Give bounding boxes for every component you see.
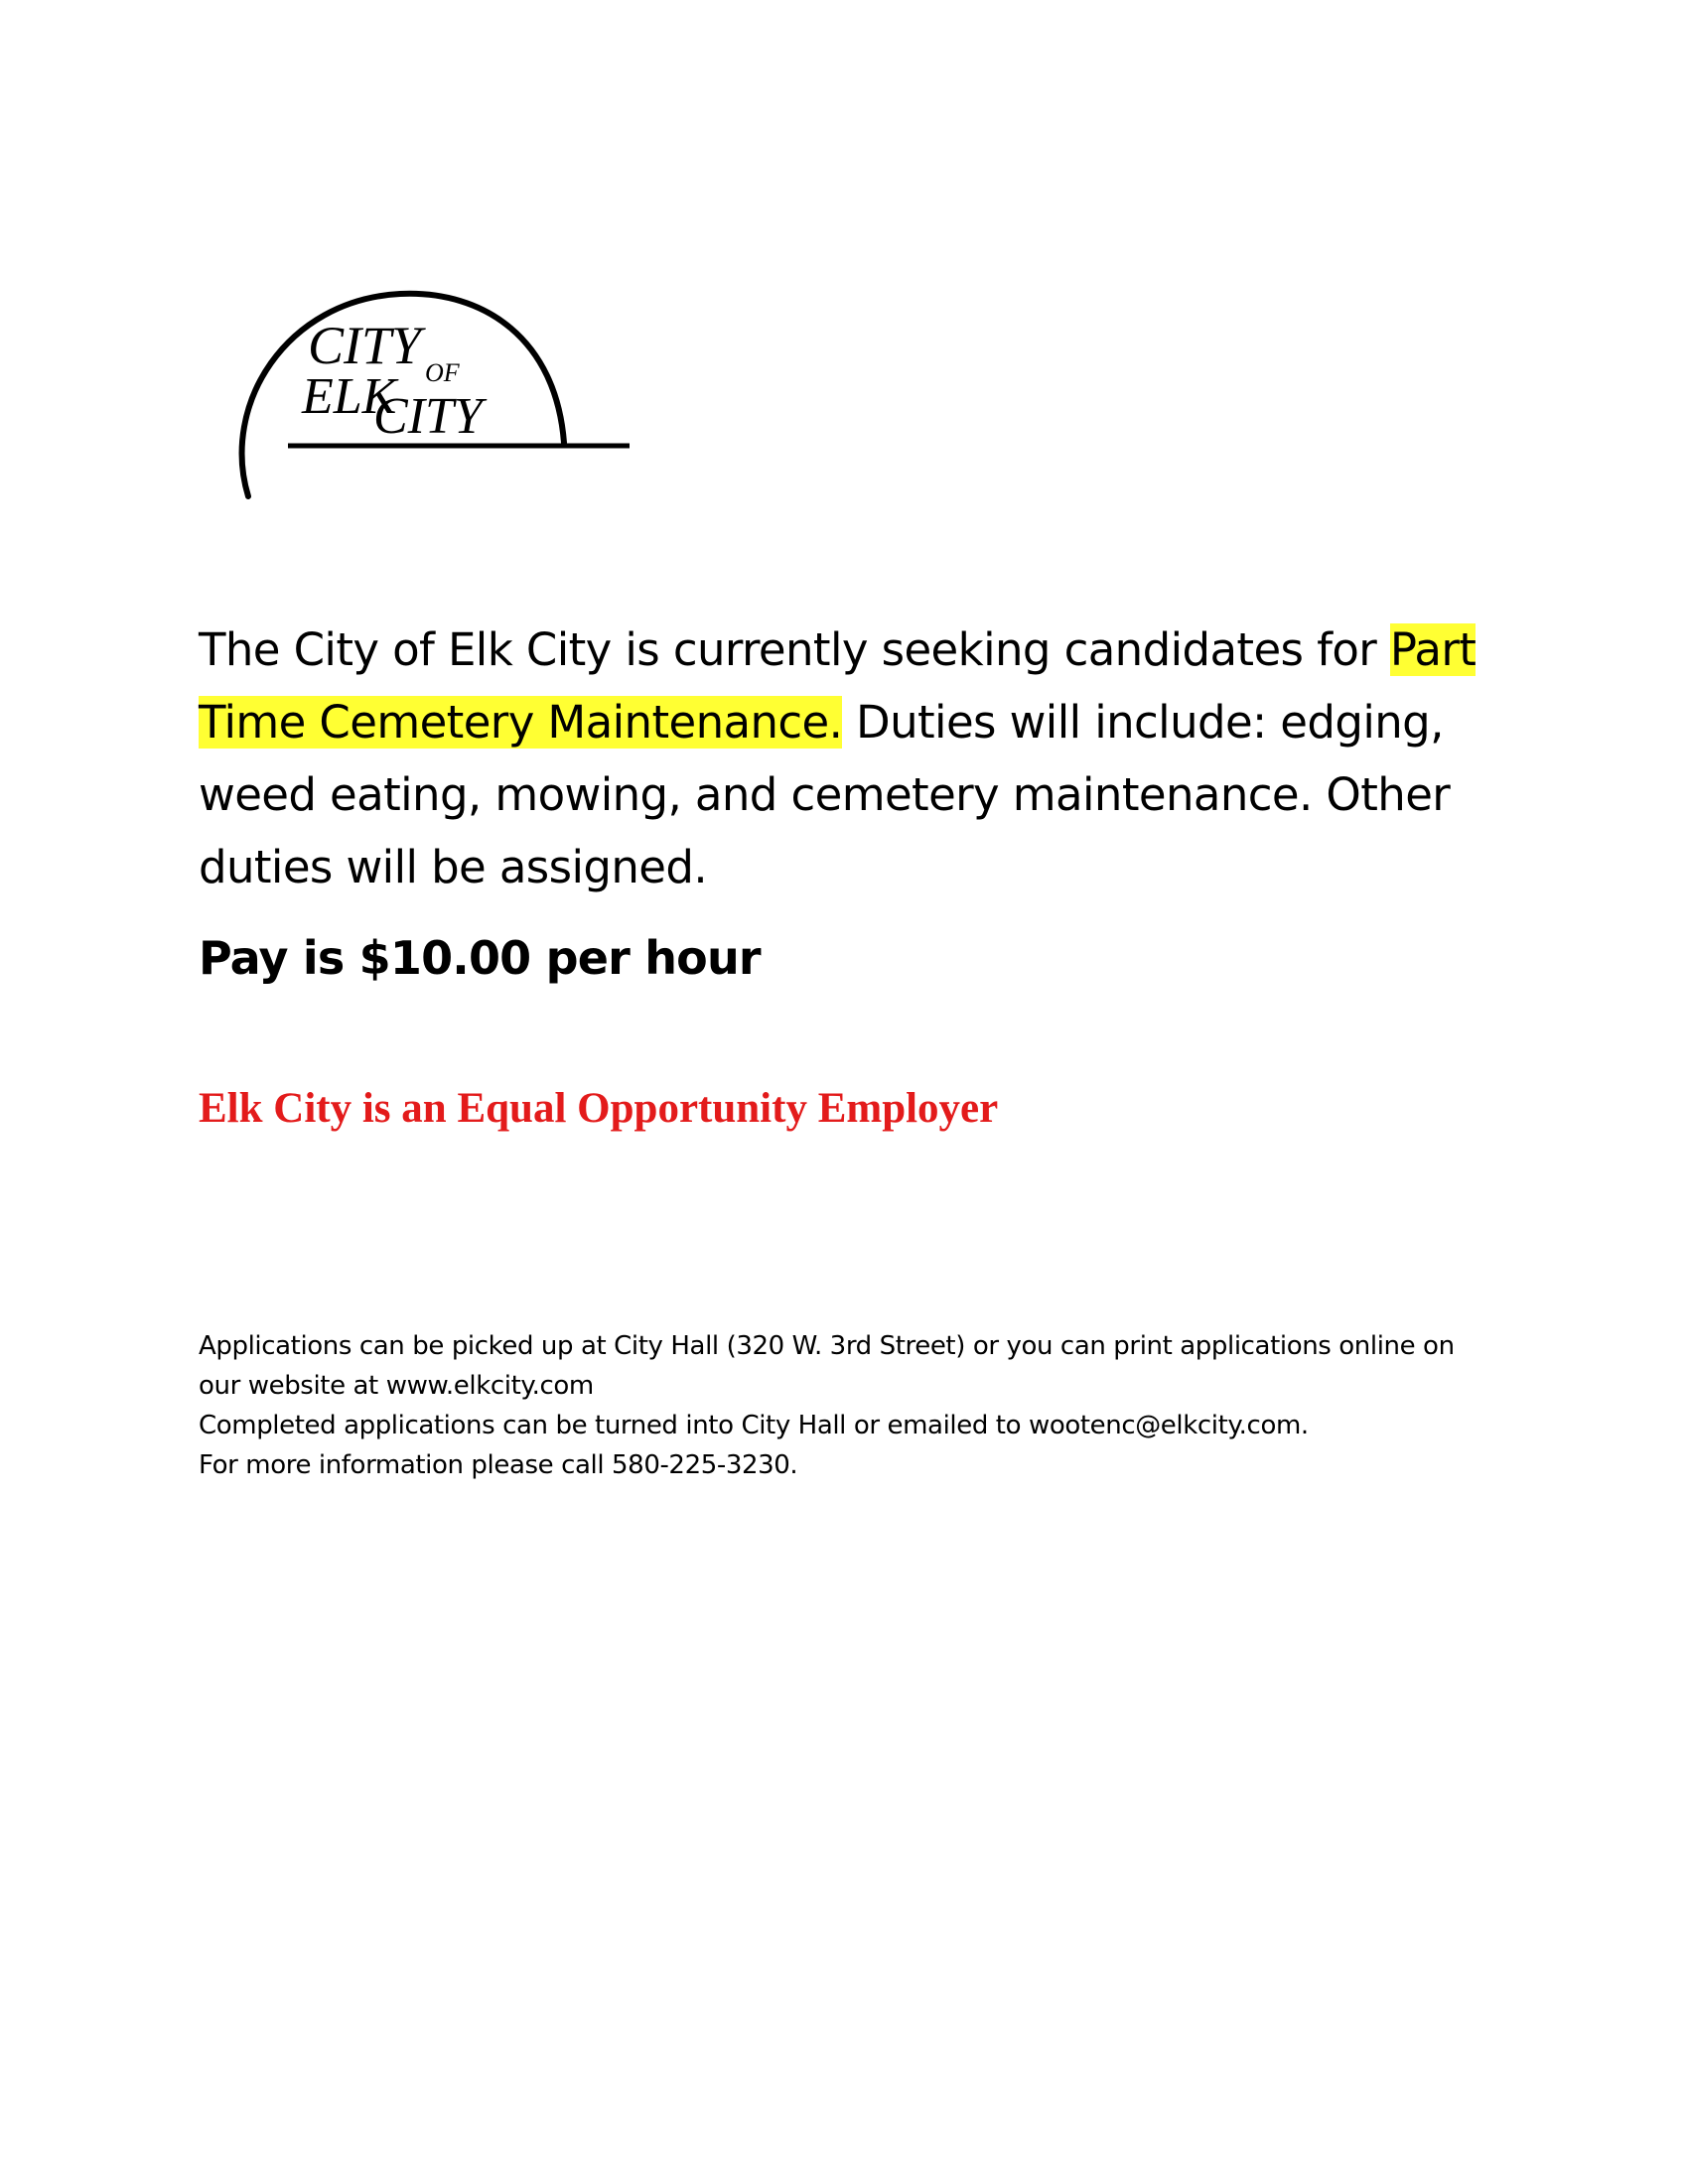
city-of-elk-city-logo: [226, 286, 643, 504]
applications-text: Applications can be picked up at City Hall (320 W. 3rd Street) or you can print applications online on our website at www.elkcity.com: [199, 1331, 1455, 1401]
job-description: [199, 614, 1519, 903]
application-info: [199, 1326, 1499, 1485]
logo-text-elk: ELK: [302, 368, 397, 425]
logo-text-city-2: CITY: [373, 388, 483, 445]
intro-lead: The City of Elk City is currently seeking candidates for: [199, 623, 1390, 676]
intro-rest: Duties will include: edging, weed eating, mowing, and cemetery maintenance. Other duties will be assigned.: [199, 696, 1451, 893]
logo-graphic: [226, 286, 643, 504]
logo-text-of: OF: [425, 358, 460, 387]
position-title-highlight: Part Time Cemetery Maintenance.: [199, 623, 1477, 749]
equal-opportunity-statement: Elk City is an Equal Opportunity Employer: [199, 1085, 999, 1132]
completed-applications-text: Completed applications can be turned into City Hall or emailed to wootenc@elkcity.com.: [199, 1411, 1309, 1440]
contact-text: For more information please call 580-225-3230.: [199, 1450, 798, 1480]
pay-rate: Pay is $10.00 per hour: [199, 931, 761, 985]
logo-text-city: CITY: [308, 316, 422, 375]
